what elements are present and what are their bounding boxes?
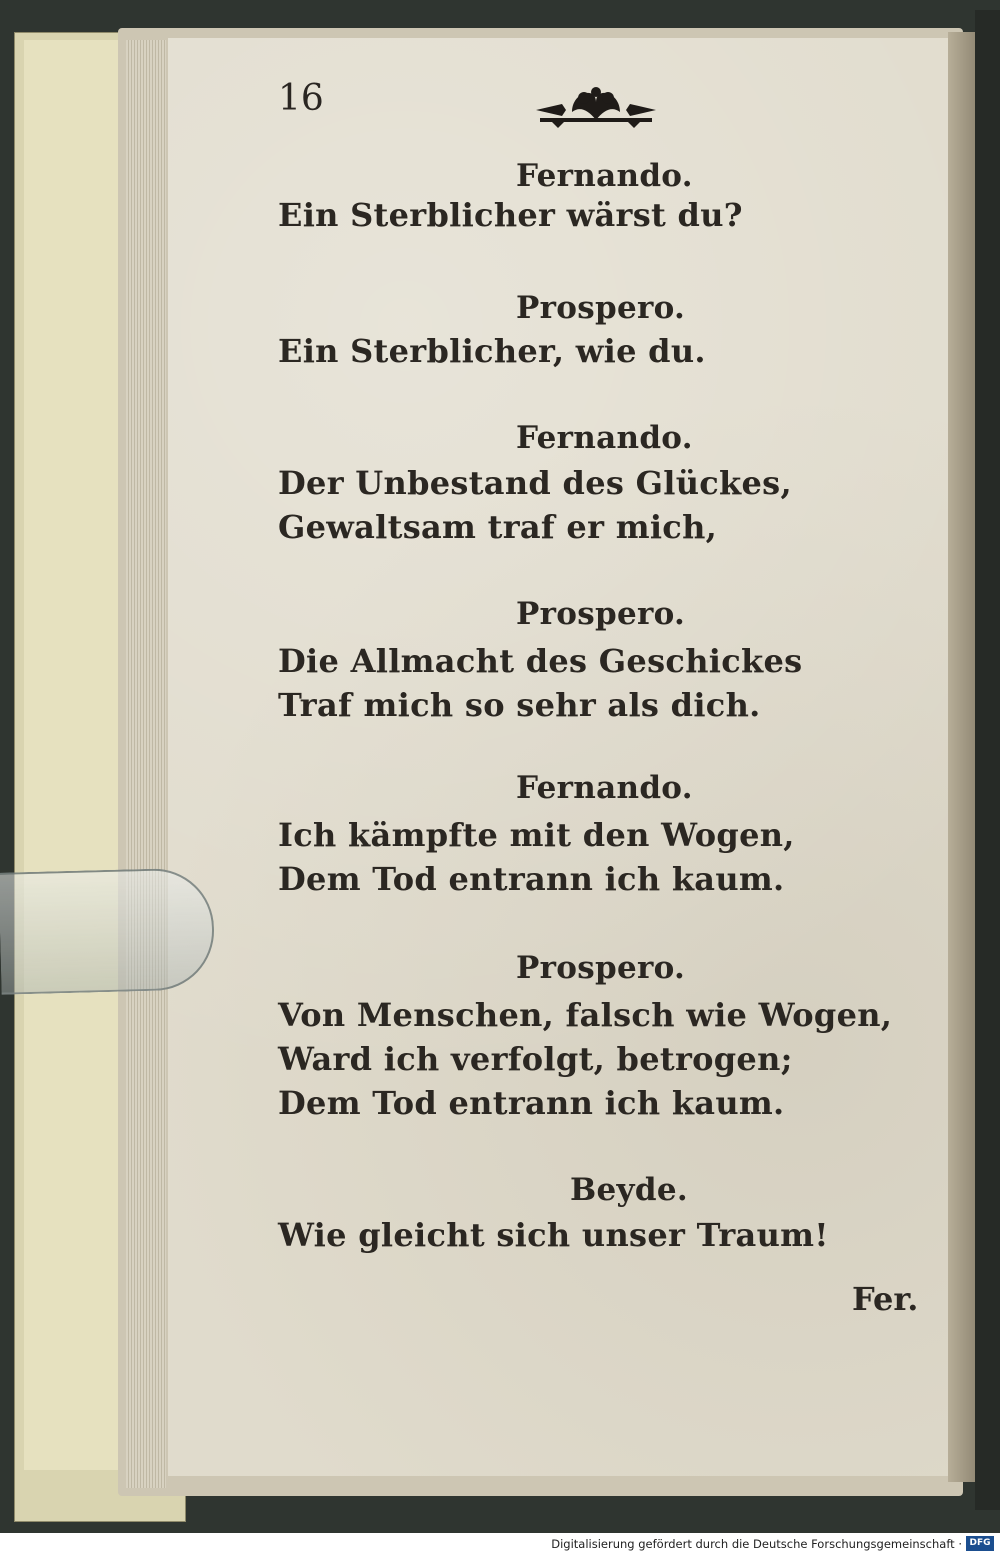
page-number: 16 xyxy=(278,78,324,119)
dialogue-line: Gewaltsam traf er mich, xyxy=(278,508,718,546)
dialogue-line: Traf mich so sehr als dich. xyxy=(278,686,761,724)
speaker-label: Prospero. xyxy=(516,596,686,632)
dialogue-line: Wie gleicht sich unser Traum! xyxy=(278,1216,829,1254)
speaker-label: Fernando. xyxy=(516,420,693,456)
speaker-label: Fernando. xyxy=(516,770,693,806)
dfg-logo-icon: DFG xyxy=(966,1536,994,1551)
dialogue-line: Von Menschen, falsch wie Wogen, xyxy=(278,996,893,1034)
dialogue-line: Ward ich verfolgt, betrogen; xyxy=(278,1040,793,1078)
speaker-label: Fernando. xyxy=(516,158,693,194)
speaker-label: Prospero. xyxy=(516,290,686,326)
dialogue-line: Der Unbestand des Glückes, xyxy=(278,464,792,502)
speaker-label: Prospero. xyxy=(516,950,686,986)
catchword: Fer. xyxy=(852,1280,919,1318)
dialogue-line: Ich kämpfte mit den Wogen, xyxy=(278,816,795,854)
dialogue-line: Dem Tod entrann ich kaum. xyxy=(278,1084,785,1122)
dialogue-line: Ein Sterblicher wärst du? xyxy=(278,196,743,234)
speaker-label: Beyde. xyxy=(570,1172,688,1208)
page-holder-clip xyxy=(0,867,216,995)
dialogue-line: Ein Sterblicher, wie du. xyxy=(278,332,706,370)
footer-credit: Digitalisierung gefördert durch die Deutsche Forschungsgemeinschaft · xyxy=(551,1537,962,1551)
dialogue-line: Dem Tod entrann ich kaum. xyxy=(278,860,785,898)
dialogue-line: Die Allmacht des Geschickes xyxy=(278,642,803,680)
